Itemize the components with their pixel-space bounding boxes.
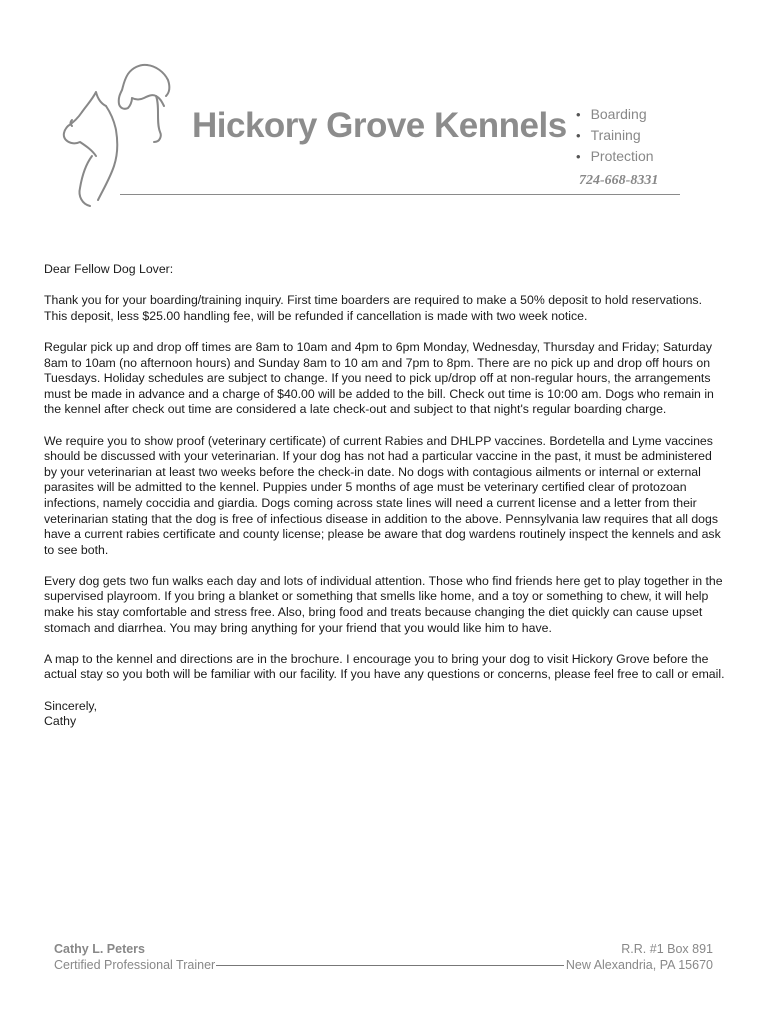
footer-title: Certified Professional Trainer [54,958,216,972]
brand-name: Hickory Grove Kennels [192,106,567,145]
paragraph-vaccines: We require you to show proof (veterinary certificate) of current Rabies and DHLPP vaccines. Bordetella and Lyme vaccines should be discussed with your veterinarian. If your dog has not had a particular vaccine in the past, it must be administered by your veterinarian at least two weeks before the check-in date. No dogs with contagious ailments or internal or external parasites will be admitted to the kennel. Puppies under 5 months of age must be veterinary certified clear of protozoan infections, namely coccidia and giardia. Dogs coming across state lines will need a current license and a letter from their veterinarian stating that the dog is free of infectious disease in addition to the above. Pennsylvania law requires that all dogs have a current rabies certificate and county license; please be aware that dog wardens routinely inspect the kennels and ask to see both. [44,433,721,557]
signature: Cathy [44,714,77,729]
paragraph-deposit: Thank you for your boarding/training inquiry. First time boarders are required to make a 50% deposit to hold reservations. This deposit, less $25.00 handling fee, will be refunded if cancellation is made with two week notice. [44,293,702,323]
paragraph-hours: Regular pick up and drop off times are 8am to 10am and 4pm to 6pm Monday, Wednesday, Thursday and Friday; Saturday 8am to 10am (no afternoon hours) and Sunday 8am to 10 am and 7pm to 8pm. There are no pick up and drop off hours on Tuesdays. Holiday schedules are subject to change. If you need to pick up/drop off at non-regular hours, the arrangements must be made in advance and a charge of $40.00 will be added to the bill. Check out time is 10:00 am. Dogs who remain in the kennel after check out time are considered a late check-out and subject to that night's regular boarding charge. [44,339,714,417]
paragraph-directions: A map to the kennel and directions are in the brochure. I encourage you to bring your dog to visit Hickory Grove before the actual stay so you both will be familiar with our facility. If you have any questions or concerns, please feel free to call or email. [44,651,725,682]
footer-contact [54,941,215,973]
salutation: Dear Fellow Dog Lover: [44,262,174,276]
closing: Sincerely, [44,698,98,713]
service-item-training: • Training [576,125,654,146]
footer-divider [216,965,564,966]
letter-body [44,262,726,730]
services-list [576,104,654,167]
footer-address-line1: R.R. #1 Box 891 [621,942,713,956]
footer-name: Cathy L. Peters [54,942,146,956]
footer-address-line2: New Alexandria, PA 15670 [565,958,713,972]
footer-address [566,941,713,973]
dogs-logo-icon [52,60,182,210]
header-divider [120,194,680,195]
service-item-boarding: • Boarding [576,104,654,125]
phone-number: 724-668-8331 [579,173,659,188]
service-item-protection: • Protection [576,146,654,167]
paragraph-care: Every dog gets two fun walks each day and lots of individual attention. Those who find friends here get to play together in the supervised playroom. If you bring a blanket or something that smells like home, and a toy or something to chew, it will help make his stay comfortable and stress free. Also, bring food and treats because changing the diet quickly can cause upset stomach and diarrhea. You may bring anything for your friend that you would like him to have. [44,573,723,635]
